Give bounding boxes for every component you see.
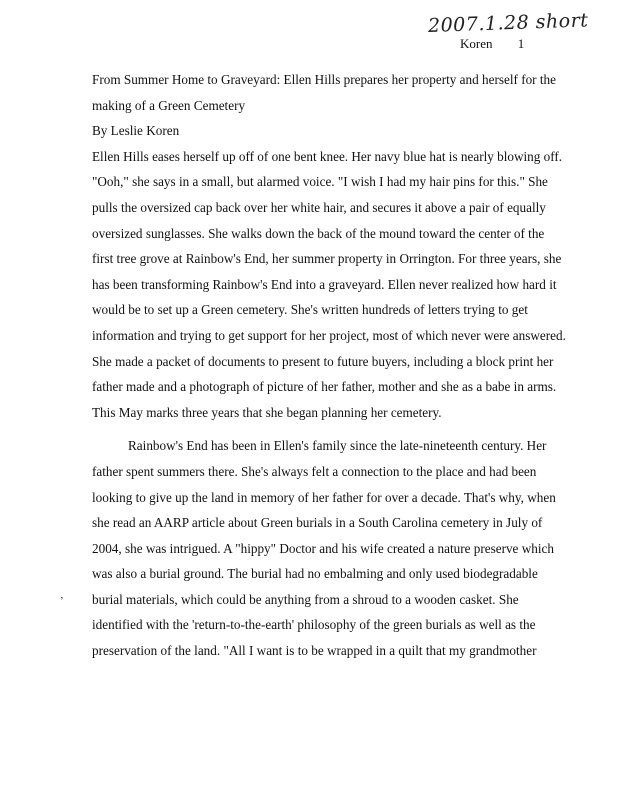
text-line: information and trying to get support for her project, most of which never were answered. [92, 327, 566, 343]
header-page-number: 1 [517, 36, 525, 51]
text-line: burial materials, which could be anything from a shroud to a wooden casket. She [92, 591, 519, 607]
text-line: oversized sunglasses. She walks down the back of the mound toward the center of the [92, 225, 545, 241]
scan-artifact-mark: ’ [60, 595, 64, 607]
text-line: looking to give up the land in memory of her father for over a decade. That's why, when [92, 489, 556, 505]
text-line: identified with the 'return-to-the-earth' philosophy of the green burials as well as the [92, 617, 536, 633]
paragraph-2 [92, 433, 556, 663]
text-line: preservation of the land. "All I want is to be wrapped in a quilt that my grandmother [92, 643, 537, 659]
text-line: Rainbow's End has been in Ellen's family since the late-nineteenth century. Her [128, 438, 547, 454]
running-header [460, 36, 524, 52]
text-line: pulls the oversized cap back over her white hair, and secures it above a pair of equally [92, 199, 546, 215]
text-line: 2004, she was intrigued. A "hippy" Doctor and his wife created a nature preserve which [92, 540, 554, 556]
text-line: first tree grove at Rainbow's End, her summer property in Orrington. For three years, she [92, 251, 562, 267]
text-line: has been transforming Rainbow's End into a graveyard. Ellen never realized how hard it [92, 276, 557, 292]
text-line: she read an AARP article about Green burials in a South Carolina cemetery in July of [92, 515, 543, 531]
article-body [92, 67, 566, 664]
text-line: Ellen Hills eases herself up off of one bent knee. Her navy blue hat is nearly blowing off. [92, 148, 563, 164]
text-line: would be to set up a Green cemetery. She's written hundreds of letters trying to get [92, 302, 528, 318]
text-line: She made a packet of documents to present to future buyers, including a block print her [92, 353, 554, 369]
text-line: This May marks three years that she began planning her cemetery. [92, 404, 442, 420]
header-author: Koren [460, 36, 493, 51]
byline: By Leslie Koren [92, 123, 180, 139]
paragraph-1 [92, 144, 566, 426]
paragraph-spacer [92, 425, 540, 433]
text-line: "Ooh," she says in a small, but alarmed voice. "I wish I had my hair pins for this." She [92, 174, 548, 190]
title-line: From Summer Home to Graveyard: Ellen Hills prepares her property and herself for the [92, 72, 556, 87]
text-line: was also a burial ground. The burial had no embalming and only used biodegradable [92, 566, 538, 582]
title-line: making of a Green Cemetery [92, 97, 246, 113]
text-line: father spent summers there. She's always felt a connection to the place and had been [92, 463, 537, 479]
text-line: father made and a photograph of picture of her father, mother and she as a babe in arms. [92, 379, 557, 395]
handwritten-annotation: 2007.1.28 short [427, 9, 589, 37]
